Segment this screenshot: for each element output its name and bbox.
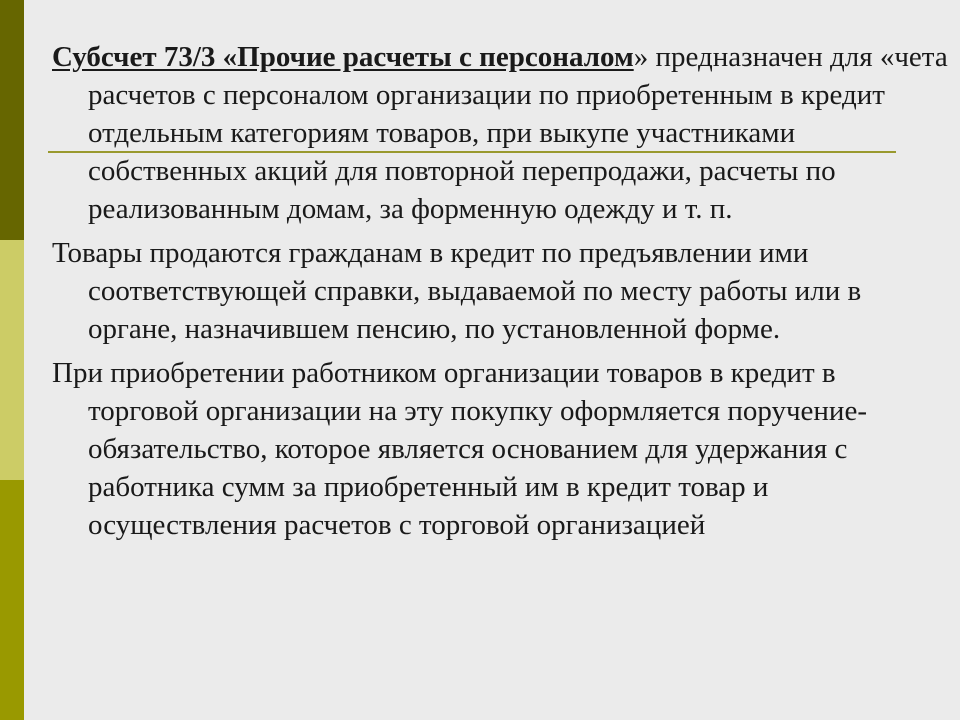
paragraph-text: » предназначен для «чета расчетов с персоналом организации по приобретенным в кредит отдельным категориям товаров, при выкупе участниками собственных акций для повторной перепродажи, расчеты по реализованным домам, за форменную одежду и т. п. xyxy=(88,41,948,225)
sidebar-segment-top xyxy=(0,0,24,240)
sidebar-segment-middle xyxy=(0,240,24,480)
paragraph-text: Товары продаются гражданам в кредит по предъявлении ими соответствующей справки, выдаваемой по месту работы или в органе, назначившем пенсию, по установленной форме. xyxy=(52,237,862,345)
paragraph-obligation xyxy=(52,354,952,544)
paragraph-credit-sales xyxy=(52,234,952,348)
sidebar-stripe xyxy=(0,0,24,720)
sidebar-segment-bottom xyxy=(0,480,24,720)
slide-content xyxy=(52,38,952,550)
paragraph-text: При приобретении работником организации товаров в кредит в торговой организации на эту покупку оформляется поручение-обязательство, которое является основанием для удержания с работника сумм за приобретенный им в кредит товар и осуществления расчетов с торговой организацией xyxy=(52,357,867,541)
paragraph-subaccount xyxy=(52,38,952,228)
subaccount-heading: Субсчет 73/3 «Прочие расчеты с персоналом xyxy=(52,41,634,73)
